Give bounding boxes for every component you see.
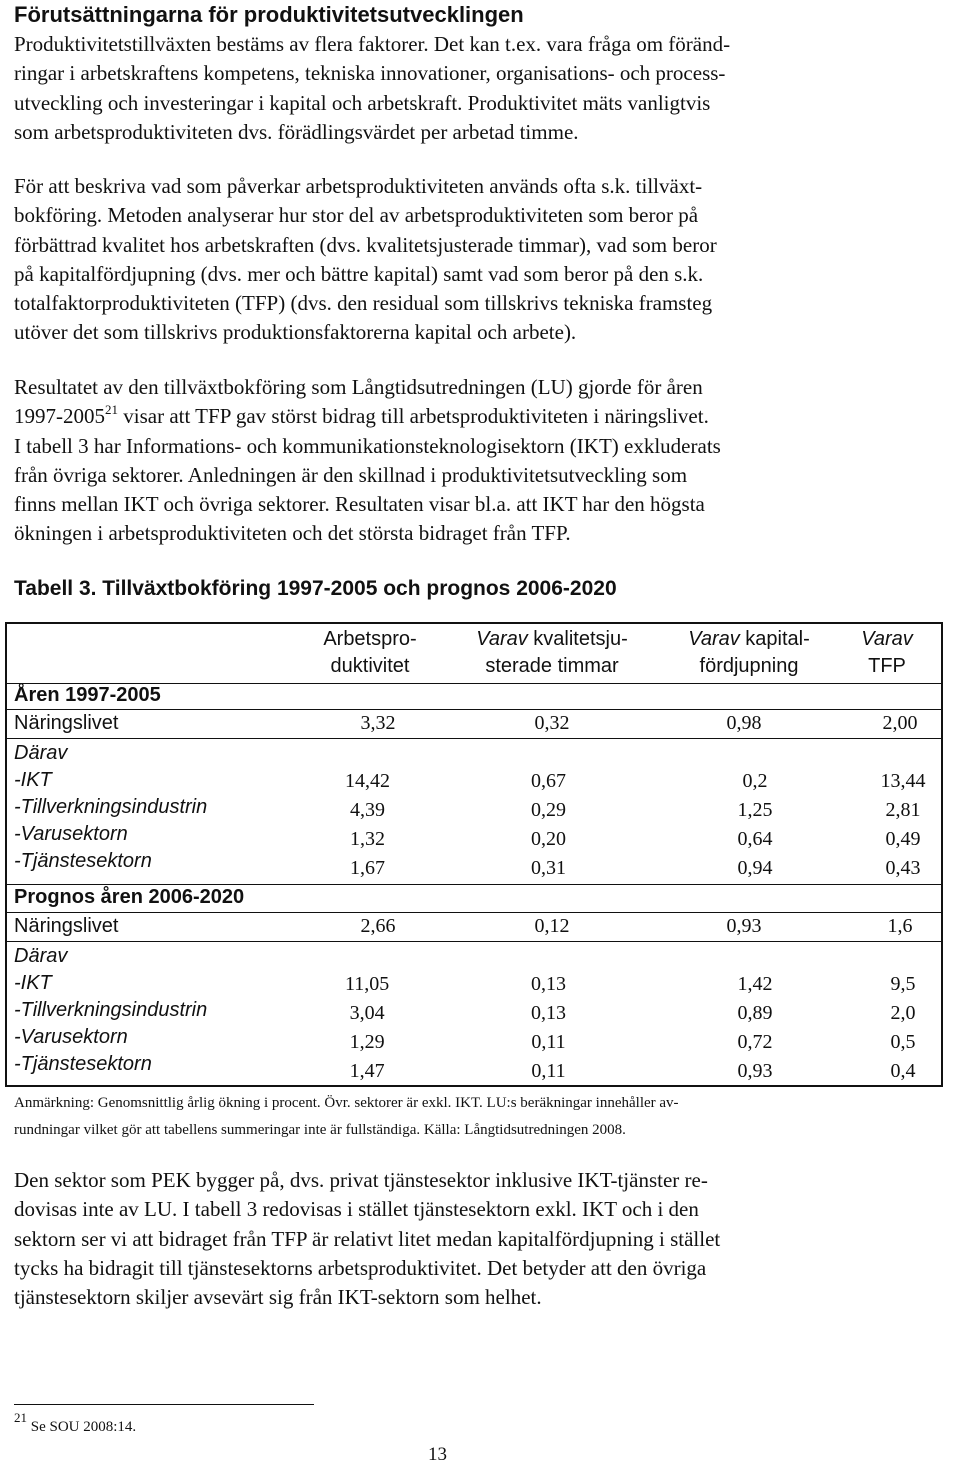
table-cell: 0,43 [885, 857, 921, 879]
table-cell: 0,94 [737, 857, 773, 879]
text-line: Den sektor som PEK bygger på, dvs. privat tjänstesektor inklusive IKT-tjänster re- [14, 1168, 708, 1192]
group-title: Åren 1997-2005 [14, 684, 161, 706]
table-cell: 3,32 [360, 712, 396, 734]
table-cell: 1,25 [737, 799, 773, 821]
column-values [531, 767, 566, 883]
column-values [531, 970, 566, 1086]
table-cell: 0,2 [742, 770, 768, 792]
text-fragment: 1997-2005 [14, 404, 105, 429]
header-text: TFP [868, 655, 906, 677]
table-cell: 1,42 [737, 973, 773, 995]
table-cell: 1,29 [349, 1031, 385, 1053]
text-line: som arbetsproduktiviteten dvs. förädlingsvärdet per arbetad timme. [14, 119, 579, 144]
header-tfp [837, 626, 937, 680]
text-line: förbättrad kvalitet hos arbetskraften (dvs. kvalitetsjusterade timmar), vad som beror [14, 232, 717, 257]
footnote-rule [14, 1404, 314, 1405]
text-line: sektorn ser vi att bidraget från TFP är relativt litet medan kapitalfördjupning i stället [14, 1226, 721, 1251]
table-cell: 1,67 [350, 857, 385, 879]
header-text: kapital- [739, 628, 810, 650]
text-line: För att beskriva vad som påverkar arbetsproduktiviteten används ofta s.k. tillväxt- [14, 174, 703, 198]
table-cell: 4,39 [350, 799, 385, 821]
header-labour-productivity [295, 626, 445, 680]
text-line: utöver det som tillskrivs produktionsfaktorerna kapital och arbete). [14, 320, 577, 345]
table-cell: 2,81 [885, 799, 921, 821]
row-label: -IKT [14, 769, 52, 791]
row-label: -Tillverkningsindustrin [14, 796, 208, 818]
table-cell: 0,93 [737, 1060, 773, 1082]
text-line: Produktivitetstillväxten bestäms av flera faktorer. Det kan t.ex. vara fråga om föränd- [14, 32, 731, 56]
header-text: Varav [688, 628, 740, 650]
table-cell: 0,93 [726, 915, 762, 937]
group-title: Prognos åren 2006-2020 [14, 886, 245, 908]
table-rule [7, 884, 941, 885]
table-cell: 0,13 [531, 973, 566, 995]
table-rule [7, 912, 941, 913]
paragraph-1 [14, 30, 944, 147]
header-text: Varav [476, 628, 528, 650]
table-cell: 2,0 [890, 1002, 916, 1024]
footnote [14, 1410, 137, 1438]
footnote-reference[interactable]: 21 [105, 402, 118, 418]
table-cell: 0,29 [531, 799, 566, 821]
table-cell: 0,98 [726, 712, 762, 734]
table-note [14, 1090, 914, 1144]
text-line: bokföring. Metoden analyserar hur stor del av arbetsproduktiviteten som beror på [14, 203, 699, 228]
table-cell: 1,6 [887, 915, 913, 937]
row-label-total: Näringslivet [14, 712, 119, 734]
text-line: tycks ha bidragit till tjänstesektorns arbetsproduktivitet. Det betyder att den övriga [14, 1255, 707, 1280]
table-cell: 0,12 [534, 915, 570, 937]
table-cell: 1,32 [350, 828, 385, 850]
row-label: -Tillverkningsindustrin [14, 999, 208, 1021]
header-text: sterade timmar [485, 655, 619, 677]
row-label: -Tjänstesektorn [14, 1053, 152, 1075]
note-line: Anmärkning: Genomsnittlig årlig ökning i procent. Övr. sektorer är exkl. IKT. LU:s beräkningar innehåller av- [14, 1095, 679, 1111]
table-cell: 1,47 [349, 1060, 385, 1082]
text-line: utveckling och investeringar i kapital och arbetskraft. Produktivitet mäts vanligtvis [14, 90, 711, 115]
table-cell: 0,31 [531, 857, 566, 879]
table-rule [7, 738, 941, 739]
text-line: tjänstesektorn skiljer avsevärt sig från IKT-sektorn som helhet. [14, 1285, 542, 1310]
table-cell: 0,72 [737, 1031, 773, 1053]
table-cell: 0,4 [890, 1060, 916, 1082]
table-cell: 0,89 [737, 1002, 773, 1024]
row-label: Därav [14, 742, 68, 764]
table-cell: 0,32 [534, 712, 570, 734]
row-label: -Varusektorn [14, 823, 128, 845]
column-values [872, 970, 934, 1086]
table-cell: 0,13 [531, 1002, 566, 1024]
row-label: -Varusektorn [14, 1026, 128, 1048]
text-fragment: visar att TFP gav störst bidrag till arbetsproduktiviteten i näringslivet. [118, 404, 709, 429]
table-cell: 0,67 [531, 770, 566, 792]
table-cell: 11,05 [345, 973, 390, 995]
footnote-mark: 21 [14, 1410, 27, 1425]
page-number: 13 [428, 1444, 447, 1465]
table-cell: 0,49 [885, 828, 921, 850]
header-quality-adjusted-hours [447, 626, 657, 680]
row-label-total: Näringslivet [14, 915, 119, 937]
column-values [872, 767, 934, 883]
header-capital-deepening [659, 626, 839, 680]
row-label: Därav [14, 945, 68, 967]
text-line: totalfaktorproduktiviteten (TFP) (dvs. den residual som tillskrivs tekniska framsteg [14, 291, 713, 316]
table-caption: Tabell 3. Tillväxtbokföring 1997-2005 och prognos 2006-2020 [14, 577, 617, 600]
table-cell: 9,5 [890, 973, 916, 995]
table-cell: 0,5 [890, 1031, 916, 1053]
header-text: fördjupning [699, 655, 799, 677]
section-heading: Förutsättningarna för produktivitetsutvecklingen [14, 2, 524, 27]
table-cell: 3,04 [349, 1002, 385, 1024]
text-line: Resultatet av den tillväxtbokföring som Långtidsutredningen (LU) gjorde för åren [14, 375, 703, 399]
paragraph-2 [14, 172, 944, 348]
table-cell: 2,66 [360, 915, 396, 937]
footnote-text: Se SOU 2008:14. [27, 1419, 137, 1435]
table-cell: 0,11 [531, 1060, 566, 1082]
text-line: I tabell 3 har Informations- och kommunikationsteknologisektorn (IKT) exkluderats [14, 433, 721, 458]
column-values [729, 767, 781, 883]
paragraph-3 [14, 373, 944, 549]
table-rule [7, 941, 941, 942]
header-text: kvalitetsju- [527, 628, 628, 650]
header-text: Arbetspro- [323, 628, 417, 650]
text-line: på kapitalfördjupning (dvs. mer och bättre kapital) samt vad som beror på den s.k. [14, 261, 704, 286]
header-text: duktivitet [330, 655, 410, 677]
row-labels-sectors [14, 740, 207, 875]
row-labels-sectors [14, 943, 207, 1078]
text-line: från övriga sektorer. Anledningen är den skillnad i produktivitetsutveckling som [14, 462, 688, 487]
note-line: rundningar vilket gör att tabellens summeringar inte är fullständiga. Källa: Långtidsutredningen 2008. [14, 1122, 626, 1138]
paragraph-4 [14, 1166, 944, 1312]
table-cell: 0,64 [737, 828, 773, 850]
table-cell: 2,00 [882, 712, 918, 734]
table-rule [7, 709, 941, 710]
text-line [14, 402, 944, 431]
text-line: dovisas inte av LU. I tabell 3 redovisas i stället tjänstesektorn exkl. IKT och i den [14, 1197, 699, 1222]
growth-accounting-table [5, 622, 943, 1087]
table-cell: 14,42 [345, 770, 390, 792]
column-values [729, 970, 781, 1086]
table-cell: 13,44 [880, 770, 926, 792]
text-line: finns mellan IKT och övriga sektorer. Resultaten visar bl.a. att IKT har den högsta [14, 492, 705, 517]
column-values [345, 767, 390, 883]
header-text: Varav [861, 628, 913, 650]
table-cell: 0,11 [531, 1031, 566, 1053]
text-line: ökningen i arbetsproduktiviteten och det största bidraget från TFP. [14, 521, 571, 546]
table-cell: 0,20 [531, 828, 566, 850]
row-label: -IKT [14, 972, 52, 994]
row-label: -Tjänstesektorn [14, 850, 152, 872]
column-values [345, 970, 389, 1086]
text-line: ringar i arbetskraftens kompetens, tekniska innovationer, organisations- och process- [14, 61, 726, 86]
